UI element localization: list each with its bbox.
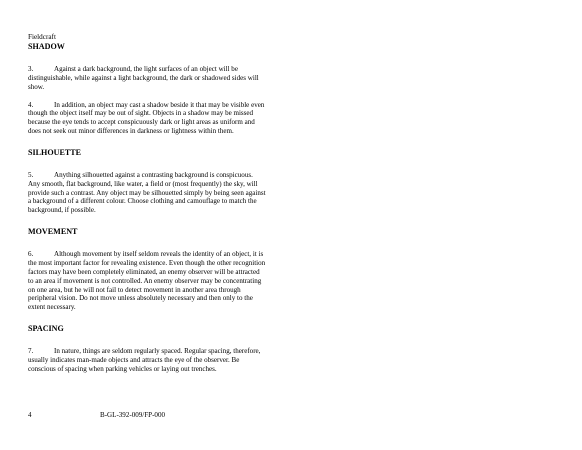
paragraph-number: 4. (28, 100, 34, 109)
paragraph (28, 65, 266, 92)
paragraph-text: In addition, an object may cast a shadow beside it that may be visible even though the object itself may be out of sight. Objects in a shadow may be missed because the eye tends to accept conspicuously dark or light areas as uniform and does not seek out minor differences in darkness or lightness within them. (28, 100, 265, 136)
section-heading: SHADOW (28, 42, 65, 51)
paragraph (28, 347, 266, 374)
paragraph (28, 101, 266, 136)
page-content (28, 42, 266, 374)
paragraph-number: 5. (28, 170, 34, 179)
section-movement (28, 227, 266, 312)
paragraph-text: Although movement by itself seldom reveals the identity of an object, it is the most important factor for revealing existence. Even though the other recognition factors may have been completely eliminated, an enemy observer will be attracted to an area if movement is not controlled. An enemy observer may be concentrating on one area, but he will not fail to detect movement in another area through peripheral vision. Do not move unless absolutely necessary and then only to the extent necessary. (28, 250, 266, 312)
paragraph-text: In nature, things are seldom regularly spaced. Regular spacing, therefore, usually indicates man-made objects and attracts the eye of the observer. Be conscious of spacing when parking vehicles or laying out trenches. (28, 347, 261, 373)
paragraph-text: Anything silhouetted against a contrasting background is conspicuous. Any smooth, flat background, like water, a field or (most frequently) the sky, will provide such a contrast. Any object may be silhouetted simply by being seen against a background of a different colour. Choose clothing and camouflage to match the background, if possible. (28, 170, 266, 215)
page-footer (28, 411, 268, 421)
running-header: Fieldcraft (28, 33, 56, 41)
page-number: 4 (28, 411, 32, 419)
paragraph-number: 3. (28, 65, 34, 73)
section-heading: SILHOUETTE (28, 147, 82, 157)
paragraph-number: 7. (28, 347, 34, 356)
paragraph (28, 250, 266, 312)
paragraph-text: Against a dark background, the light surfaces of an object will be distinguishable, while against a light background, the dark or shadowed sides will show. (28, 65, 259, 91)
section-silhouette (28, 148, 266, 215)
section-heading: MOVEMENT (28, 227, 78, 237)
paragraph-number: 6. (28, 250, 34, 259)
document-id: B-GL-392-009/FP-000 (100, 411, 165, 419)
paragraph (28, 171, 266, 215)
section-shadow (28, 42, 266, 136)
section-spacing (28, 324, 266, 374)
section-heading: SPACING (28, 324, 64, 334)
